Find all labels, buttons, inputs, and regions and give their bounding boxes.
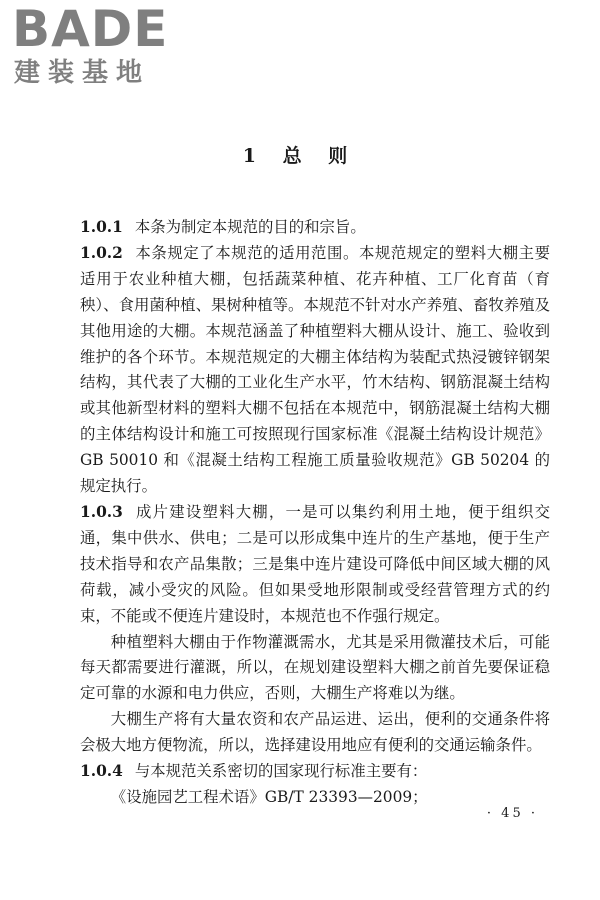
publisher-logo [12,2,182,94]
clause-text: 本条为制定本规范的目的和宗旨。 [134,218,366,236]
paragraph: 种植塑料大棚由于作物灌溉需水，尤其是采用微灌技术后，可能每天都需要进行灌溉，所以，在规划建设塑料大棚之前首先要保证稳定可靠的水源和电力供应，否则，大棚生产将难以为继。 [80,632,550,703]
clause-1-0-1 [80,215,550,241]
clause-1-0-3 [80,500,550,630]
clause-text: 与本规范关系密切的国家现行标准主要有： [134,762,428,781]
clause-number: 1.0.3 [80,502,123,521]
clause-1-0-4 [80,759,550,785]
chapter-title: 1 总 则 [242,145,358,167]
page-number: · 45 · [486,806,538,821]
standard-reference: 《设施园艺工程术语》GB/T 23393—2009； [110,787,428,806]
document-body [80,215,550,811]
clause-1-0-2 [80,241,550,500]
clause-number: 1.0.1 [80,218,123,236]
paragraph: 大棚生产将有大量农资和农产品运进、运出，便利的交通条件将会极大地方便物流，所以，选择建设用地应有便利的交通运输条件。 [80,710,550,755]
clause-number: 1.0.2 [80,243,123,262]
logo-subtitle: 建装基地 [14,58,151,88]
clause-number: 1.0.4 [80,762,123,781]
clause-text: 本条规定了本规范的适用范围。本规范规定的塑料大棚主要适用于农业种植大棚，包括蔬菜种植、花卉种植、工厂化育苗（育秧）、食用菌种植、果树种植等。本规范不针对水产养殖、畜牧养殖及其他用途的大棚。本规范涵盖了种植塑料大棚从设计、施工、验收到维护的各个环节。本规范规定的大棚主体结构为装配式热浸镀锌钢架结构，其代表了大棚的工业化生产水平，竹木结构、钢筋混凝土结构或其他新型材料的塑料大棚不包括在本规范中，钢筋混凝土结构大棚的主体结构设计和施工可按照现行国家标准《混凝土结构设计规范》GB 50010 和《混凝土结构工程施工质量验收规范》GB 50204 的规定执行。 [80,243,550,496]
logo-brand: BADE [12,0,169,58]
clause-text: 成片建设塑料大棚，一是可以集约利用土地，便于组织交通，集中供水、供电；二是可以形成集中连片的生产基地，便于生产技术指导和农产品集散；三是集中连片建设可降低中间区域大棚的风荷载，减小受灾的风险。但如果受地形限制或受经营管理方式的约束，不能或不便连片建设时，本规范也不作强行规定。 [80,502,550,625]
